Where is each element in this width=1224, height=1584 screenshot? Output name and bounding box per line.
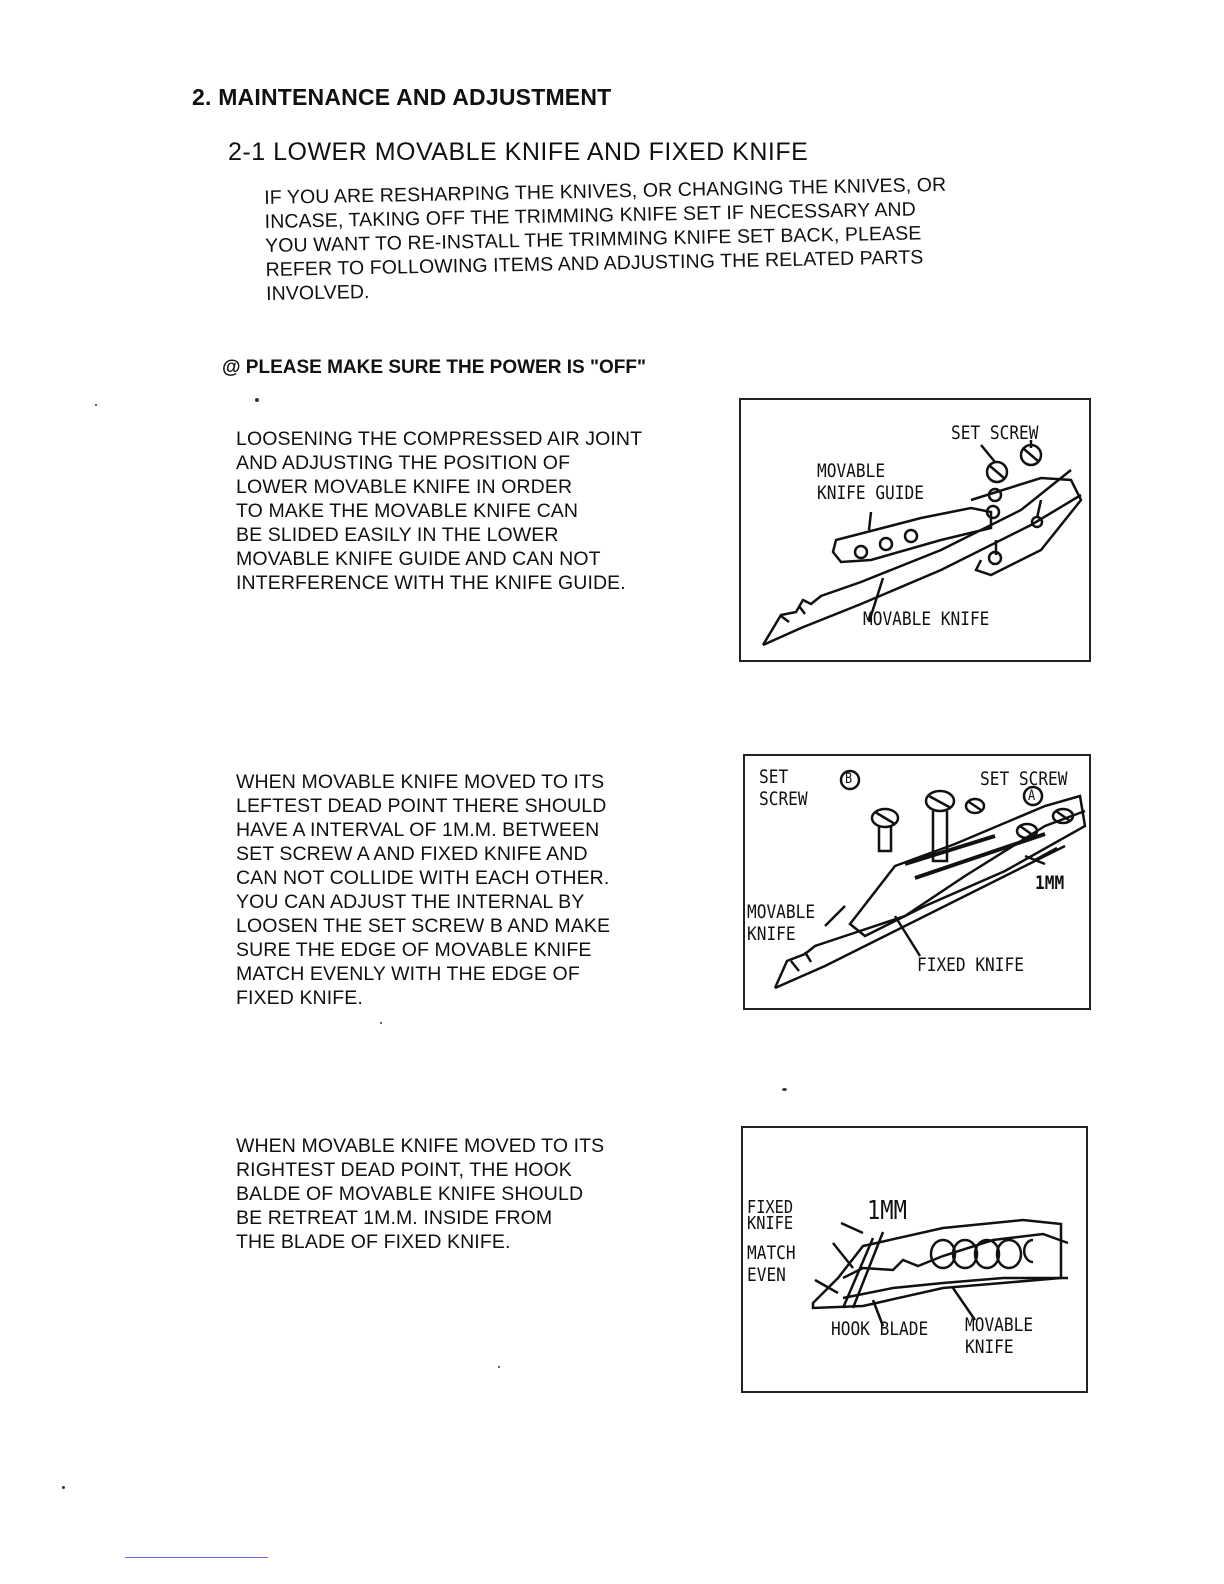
figure-hook-blade xyxy=(741,1126,1088,1393)
set-screw-a-label: SET SCREW xyxy=(980,768,1068,790)
fixed-knife-label: FIXED KNIFE xyxy=(747,1197,794,1234)
knife-guide-label: MOVABLE KNIFE GUIDE xyxy=(817,460,924,504)
set-screw-b-label: SET SCREW xyxy=(759,766,808,810)
intro-paragraph: IF YOU ARE RESHARPING THE KNIVES, OR CHANGING THE KNIVES, OR INCASE, TAKING OFF THE TRIMMING KNIFE SET IF NECESSARY AND YOU WANT TO RE-INSTALL THE TRIMMING KNIFE SET BACK, PLEASE REFER TO FOLLOWING ITEMS AND ADJUSTING THE RELATED PARTS INVOLVED. xyxy=(264,173,947,305)
figure-knife-guide xyxy=(739,398,1091,662)
hook-blade-label: HOOK BLADE xyxy=(831,1318,929,1340)
subsection-title: LOWER MOVABLE KNIFE AND FIXED KNIFE xyxy=(273,138,809,166)
scan-speck xyxy=(255,398,259,402)
scan-speck xyxy=(498,1366,500,1368)
subsection-number: 2-1 xyxy=(228,138,266,166)
footer-rule xyxy=(125,1557,268,1558)
scan-speck xyxy=(782,1088,787,1091)
scan-speck xyxy=(95,404,97,406)
subsection-heading xyxy=(228,138,808,167)
marker-a: A xyxy=(1028,788,1036,804)
power-off-warning: @ PLEASE MAKE SURE THE POWER IS "OFF" xyxy=(222,357,646,378)
section-number: 2. xyxy=(192,84,212,110)
movable-knife-label: MOVABLE KNIFE xyxy=(863,608,990,630)
step-3-text: WHEN MOVABLE KNIFE MOVED TO ITS RIGHTEST DEAD POINT, THE HOOK BALDE OF MOVABLE KNIFE SHOULD BE RETREAT 1M.M. INSIDE FROM THE BLADE OF FIXED KNIFE. xyxy=(236,1135,605,1253)
step-2-text: WHEN MOVABLE KNIFE MOVED TO ITS LEFTEST DEAD POINT THERE SHOULD HAVE A INTERVAL OF 1M.M. BETWEEN SET SCREW A AND FIXED KNIFE AND CAN NOT COLLIDE WITH EACH OTHER. YOU CAN ADJUST THE INTERNAL BY LOOSEN THE SET SCREW B AND MAKE SURE THE EDGE OF MOVABLE KNIFE MATCH EVENLY WITH THE EDGE OF FIXED KNIFE. xyxy=(236,771,611,1009)
section-title: MAINTENANCE AND ADJUSTMENT xyxy=(218,84,612,110)
figure-set-screws xyxy=(743,754,1091,1010)
movable-knife-label: MOVABLE KNIFE xyxy=(747,901,816,945)
set-screw-label: SET SCREW xyxy=(951,422,1039,444)
section-heading xyxy=(192,84,611,111)
scan-speck xyxy=(380,1022,382,1024)
fixed-knife-label: FIXED KNIFE xyxy=(917,954,1024,976)
step-1-text: LOOSENING THE COMPRESSED AIR JOINT AND ADJUSTING THE POSITION OF LOWER MOVABLE KNIFE IN ORDER TO MAKE THE MOVABLE KNIFE CAN BE SLIDED EASILY IN THE LOWER MOVABLE KNIFE GUIDE AND CAN NOT INTERFERENCE WITH THE KNIFE GUIDE. xyxy=(236,428,643,594)
gap-1mm-label: 1MM xyxy=(1035,872,1065,894)
scan-speck xyxy=(62,1486,65,1489)
marker-b: B xyxy=(845,771,853,787)
match-even-label: MATCH EVEN xyxy=(747,1242,796,1286)
movable-knife-label: MOVABLE KNIFE xyxy=(965,1314,1034,1358)
gap-1mm-label: 1MM xyxy=(867,1196,907,1226)
